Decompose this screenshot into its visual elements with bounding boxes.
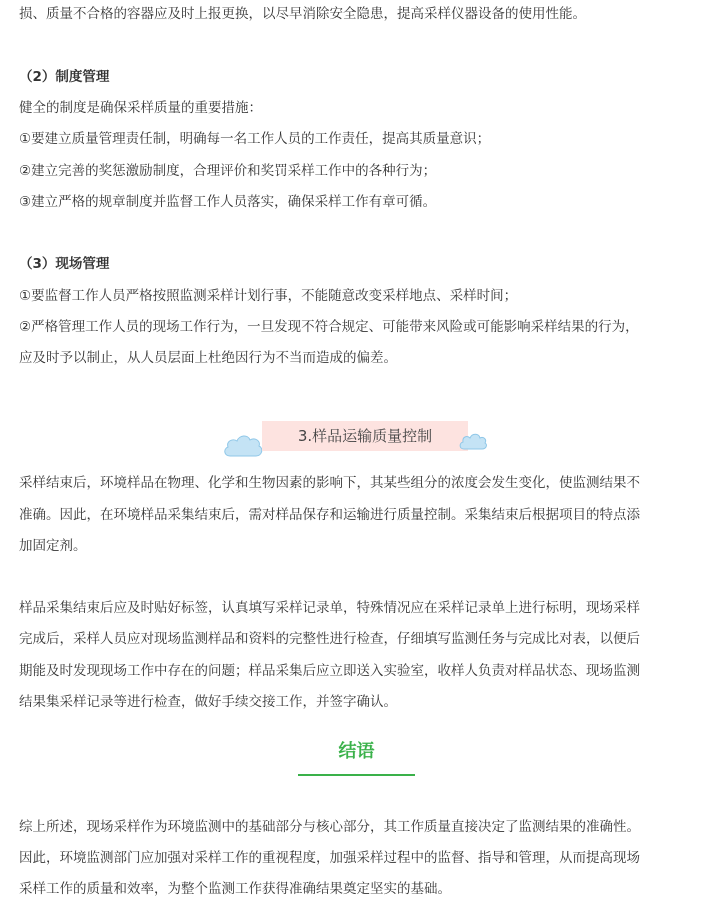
list-item: ①要监督工作人员严格按照监测采样计划行事，不能随意改变采样地点、采样时间； — [19, 288, 518, 304]
banner-title: 3.样品运输质量控制 — [297, 427, 433, 445]
cloud-right-icon — [458, 430, 488, 452]
paragraph-line: 健全的制度是确保采样质量的重要措施： — [19, 100, 262, 116]
conclusion-title: 结语 — [338, 741, 375, 762]
title-underline — [298, 774, 415, 776]
paragraph-line: 期能及时发现现场工作中存在的问题；样品采集后应立即送入实验室，收样人负责对样品状态、现场监测 — [19, 663, 640, 679]
paragraph-line: 综上所述，现场采样作为环境监测中的基础部分与核心部分，其工作质量直接决定了监测结果的准确性。 — [19, 819, 640, 835]
paragraph-line: 应及时予以制止，从人员层面上杜绝因行为不当而造成的偏差。 — [19, 350, 397, 366]
section-heading-site-management: （3）现场管理 — [19, 256, 110, 272]
cloud-left-icon — [222, 430, 264, 460]
list-item: ②建立完善的奖惩激励制度，合理评价和奖罚采样工作中的各种行为； — [19, 163, 437, 179]
paragraph-line: 加固定剂。 — [19, 538, 87, 554]
list-item: ②严格管理工作人员的现场工作行为，一旦发现不符合规定、可能带来风险或可能影响采样结果的行为， — [19, 319, 639, 335]
paragraph-line: 采样工作的质量和效率，为整个监测工作获得准确结果奠定坚实的基础。 — [19, 881, 451, 897]
paragraph-line: 结果集采样记录等进行检查，做好手续交接工作，并签字确认。 — [19, 694, 397, 710]
list-item: ③建立严格的规章制度并监督工作人员落实，确保采样工作有章可循。 — [19, 194, 437, 210]
paragraph-line: 准确。因此，在环境样品采集结束后，需对样品保存和运输进行质量控制。采集结束后根据项目的特点添 — [19, 507, 640, 523]
list-item: ①要建立质量管理责任制，明确每一名工作人员的工作责任，提高其质量意识； — [19, 131, 491, 147]
paragraph-line: 损、质量不合格的容器应及时上报更换，以尽早消除安全隐患，提高采样仪器设备的使用性能。 — [19, 6, 586, 22]
paragraph-line: 完成后，采样人员应对现场监测样品和资料的完整性进行检查，仔细填写监测任务与完成比对表，以便后 — [19, 631, 640, 647]
paragraph-line: 因此，环境监测部门应加强对采样工作的重视程度，加强采样过程中的监督、指导和管理，从而提高现场 — [19, 850, 640, 866]
paragraph-line: 采样结束后，环境样品在物理、化学和生物因素的影响下，其某些组分的浓度会发生变化，使监测结果不 — [19, 475, 640, 491]
paragraph-line: 样品采集结束后应及时贴好标签，认真填写采样记录单，特殊情况应在采样记录单上进行标明，现场采样 — [19, 600, 640, 616]
section-heading-system-management: （2）制度管理 — [19, 69, 110, 85]
section-banner — [262, 421, 468, 451]
